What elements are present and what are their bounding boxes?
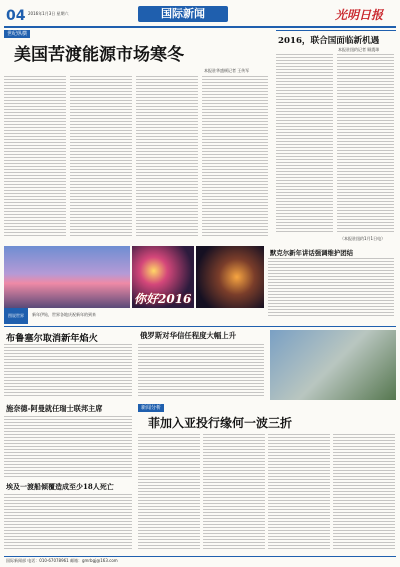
lead-body-col2 [70,76,132,236]
merkel-story [268,246,396,324]
header-divider [4,26,396,28]
right-col-byline: 本报驻纽约记者 顾震球 [338,47,380,52]
lead-byline: 本报驻华盛顿记者 王传军 [204,68,250,73]
brussels-headline: 布鲁塞尔取消新年焰火 [6,333,98,344]
section-banner [138,6,228,22]
lead-body-col3 [136,76,198,236]
swiss-story [4,404,134,480]
lead-body-col1 [4,76,66,236]
right-col-body1 [276,54,333,234]
egypt-story [4,482,134,552]
lead-headline: 美国苦渡能源市场寒冬 [14,45,184,65]
swiss-body [4,416,132,478]
photo-mountain [4,246,130,308]
mid-divider [4,326,396,327]
right-column-story [276,30,396,244]
world-label: 图说世界 [8,313,24,318]
merkel-headline: 默克尔新年讲话强调维护团结 [270,249,354,257]
right-col-footer: （本报驻纽约1月1日电） [340,236,386,241]
brussels-story [4,330,134,400]
photo-caption: 新年伊始，世界各地庆祝新年的到来 [32,312,96,317]
analysis-body3 [268,434,330,550]
analysis-body2 [203,434,265,550]
swiss-headline: 施奈德-阿曼就任瑞士联邦主席 [6,404,103,413]
brussels-body [4,344,132,398]
issue-date: 2016年1月3日 星期六 [28,11,69,16]
analysis-body1 [138,434,200,550]
photo-feature [4,246,264,324]
analysis-tag: 新闻分析 [138,404,164,412]
page-number: 04 [6,8,26,24]
russia-body [138,344,264,398]
right-col-rule [276,30,396,31]
russia-story [138,330,266,400]
photo-lanterns [196,246,264,308]
world-label-box [4,308,28,324]
analysis-body4 [333,434,395,550]
right-col-headline: 2016，联合国面临新机遇 [278,36,380,46]
section-title: 国际新闻 [161,7,205,20]
photo-title: 你好2016 [134,292,192,306]
footer-text: 国际新闻部 电话：010-67078961 邮箱：gmrbgj@163.com [6,558,118,563]
egypt-headline: 埃及一渡船倾覆造成至少18人死亡 [6,482,114,491]
right-col-body2 [337,54,394,234]
traffic-photo [270,330,396,400]
page-header [0,0,400,28]
analysis-story [138,404,396,552]
lead-story [4,30,272,244]
russia-headline: 俄罗斯对华信任程度大幅上升 [140,331,237,340]
lead-tag: 世纪纵横 [4,30,30,38]
lead-body-col4 [202,76,268,236]
masthead-logo: 光明日报 [335,8,384,22]
merkel-body [268,258,394,318]
egypt-body [4,494,132,550]
footer-divider [4,556,396,557]
analysis-headline: 菲加入亚投行缘何一波三折 [148,416,293,430]
